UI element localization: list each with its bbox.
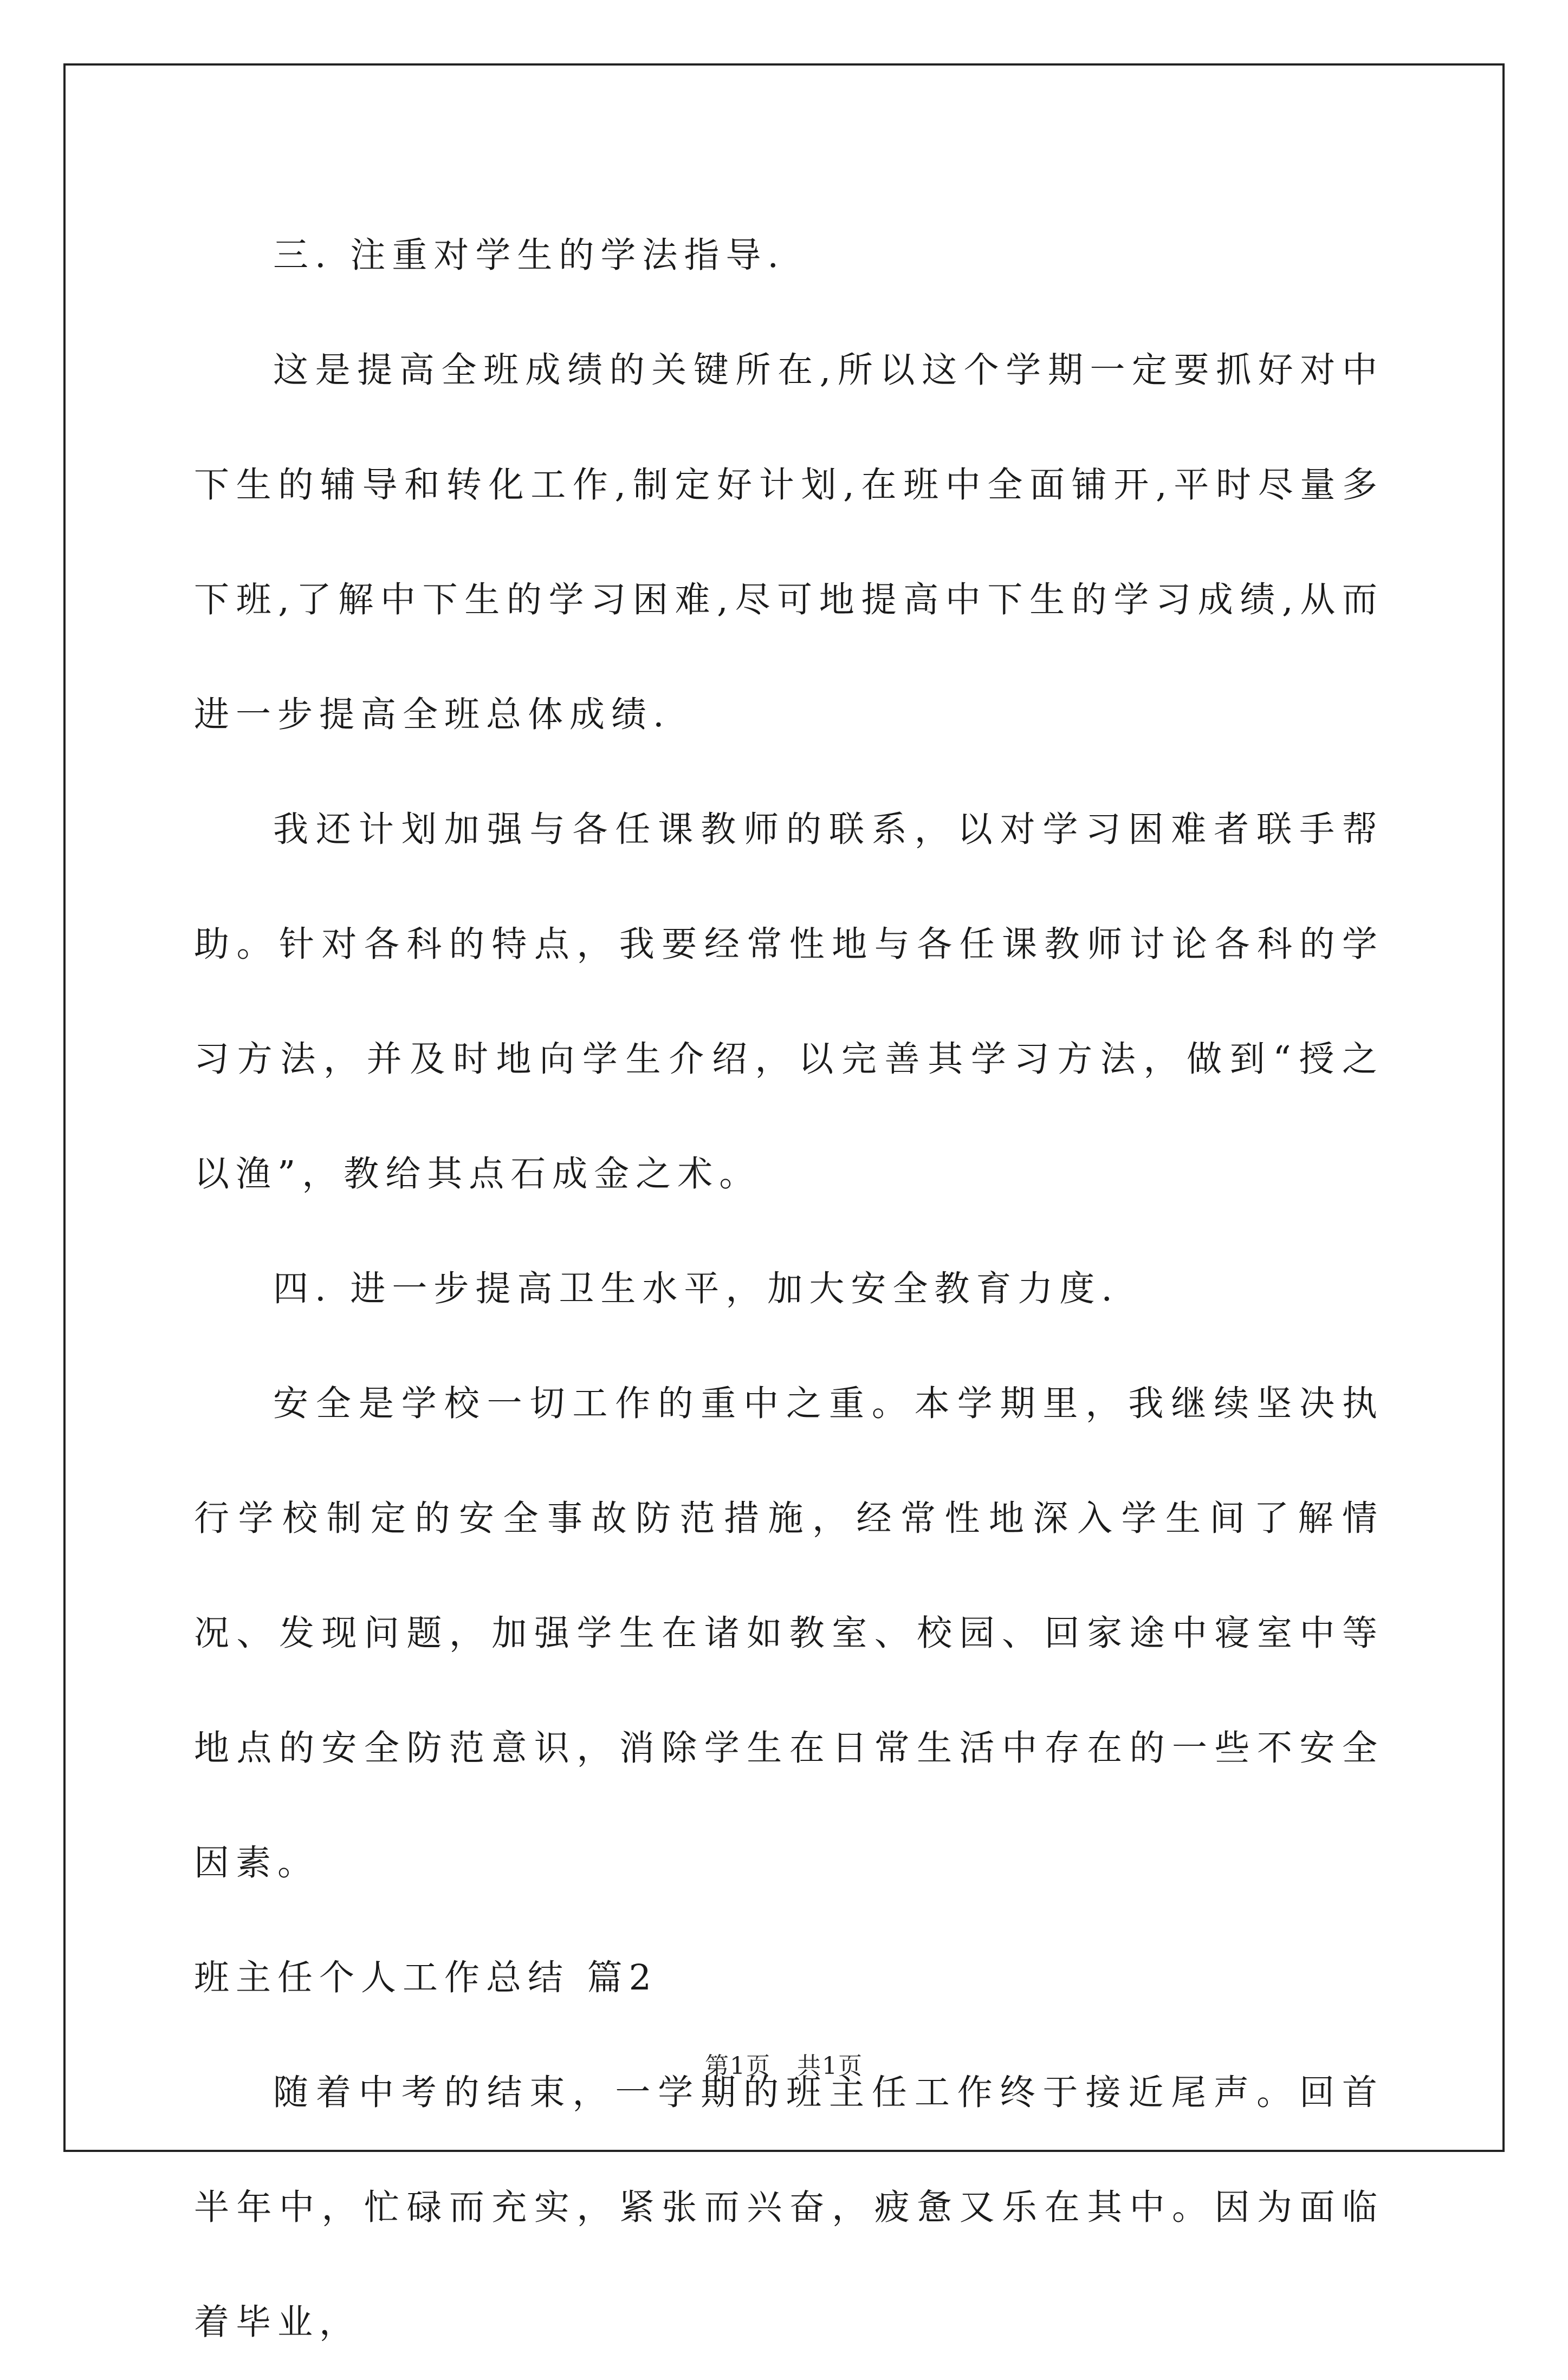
section-heading-3: 三. 注重对学生的学法指导.: [273, 235, 785, 276]
body-paragraph: 我还计划加强与各任课教师的联系，以对学习困难者联手帮助。针对各科的特点，我要经常性地与各任课教师讨论各科的学习方法，并及时地向学生介绍，以完善其学习方法，做到“授之以渔”，教给其点石成金之术。: [194, 809, 1384, 1194]
article-section-title: 班主任个人工作总结 篇2: [194, 1958, 658, 1998]
body-paragraph: 安全是学校一切工作的重中之重。本学期里，我继续坚决执行学校制定的安全事故防范措施，经常性地深入学生间了解情况、发现问题，加强学生在诸如教室、校园、回家途中寝室中等地点的安全防范意识，消除学生在日常生活中存在的一些不安全因素。: [194, 1383, 1384, 1883]
section-heading-4: 四. 进一步提高卫生水平，加大安全教育力度.: [273, 1269, 1119, 1309]
page-footer: [0, 2046, 1568, 2081]
page-total: 共1页: [797, 2052, 863, 2080]
body-paragraph: 这是提高全班成绩的关键所在,所以这个学期一定要抓好对中下生的辅导和转化工作,制定好计划,在班中全面铺开,平时尽量多下班,了解中下生的学习困难,尽可地提高中下生的学习成绩,从而进一步提高全班总体成绩.: [194, 350, 1384, 735]
page-number: 第1页: [705, 2052, 771, 2080]
body-paragraph: 随着中考的结束，一学期的班主任工作终于接近尾声。回首半年中，忙碌而充实，紧张而兴奋，疲惫又乐在其中。因为面临着毕业，: [194, 2072, 1384, 2343]
